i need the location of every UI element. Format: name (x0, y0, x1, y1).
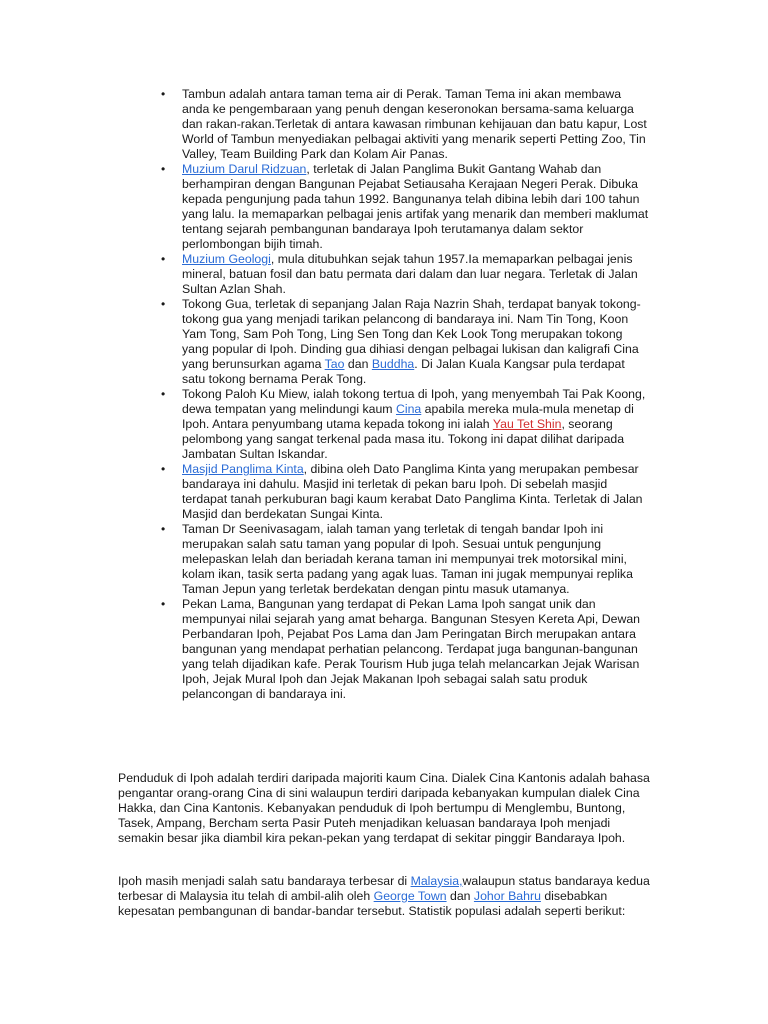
bullet-icon: • (161, 522, 166, 536)
item-text: Tokong Paloh Ku Miew, ialah tokong tertua di Ipoh, yang menyembah Tai Pak Koong, dewa tempatan yang melindungi kaum (182, 387, 646, 416)
item-text: apabila mereka mula-mula menetap di Ipoh. Antara penyumbang utama kepada tokong ini ialah (182, 402, 634, 431)
city-ranking-paragraph (118, 874, 650, 919)
item-text: Tambun adalah antara taman tema air di Perak. Taman Tema ini akan membawa anda ke pengembaraan yang penuh dengan keseronokan bersama-sama keluarga dan rakan-rakan.Terletak di antara kawasan rimbunan kehijauan dan batu kapur, Lost World of Tambun menyediakan pelbagai aktiviti yang menarik seperti Petting Zoo, Tin Valley, Team Building Park dan Kolam Air Panas. (182, 87, 647, 161)
item-text: dan (344, 357, 372, 371)
bullet-icon: • (161, 297, 166, 311)
list-item-tambun (160, 87, 650, 162)
list-item-tokong-gua (160, 297, 650, 387)
list-item-tokong-paloh (160, 387, 650, 462)
item-text: Taman Dr Seenivasagam, ialah taman yang terletak di tengah bandar Ipoh ini merupakan salah satu taman yang popular di Ipoh. Sesuai untuk pengunjung melepaskan lelah dan beriadah kerana taman ini mempunyai trek motorsikal mini, kolam ikan, tasik serta padang yang agak luas. Taman ini jugak mempunyai replika Taman Jepun yang terletak berdekatan dengan pintu masuk utamanya. (182, 522, 633, 596)
paragraph-text: dan (446, 889, 474, 903)
bullet-icon: • (161, 462, 166, 476)
item-text: , seorang pelombong yang sangat terkenal pada masa itu. Tokong ini dapat dilihat daripada Jambatan Sultan Iskandar. (182, 417, 625, 461)
population-paragraph: Penduduk di Ipoh adalah terdiri daripada majoriti kaum Cina. Dialek Cina Kantonis adalah bahasa pengantar orang-orang Cina di sini walaupun terdiri daripada kebanyakan kumpulan dialek Cina Hakka, dan Cina Kantonis. Kebanyakan penduduk di Ipoh bertumpu di Menglembu, Buntong, Tasek, Ampang, Bercham serta Pasir Puteh menjadikan keluasan bandaraya Ipoh menjadi semakin besar jika diambil kira pekan-pekan yang terdapat di sekitar pinggir Bandaraya Ipoh. (118, 771, 650, 845)
link-george-town[interactable]: George Town (373, 889, 447, 903)
link-muzium-darul-ridzuan[interactable]: Muzium Darul Ridzuan (182, 162, 307, 176)
bullet-icon: • (161, 162, 166, 176)
item-text: , mula ditubuhkan sejak tahun 1957.Ia memaparkan pelbagai jenis mineral, batuan fosil dan batu permata dari dalam dan luar negara. Terletak di Jalan Sultan Azlan Shah. (182, 252, 638, 296)
link-yau-tet-shin[interactable]: Yau Tet Shin (492, 417, 562, 431)
item-text: Pekan Lama, Bangunan yang terdapat di Pekan Lama Ipoh sangat unik dan mempunyai nilai sejarah yang amat beharga. Bangunan Stesyen Kereta Api, Dewan Perbandaran Ipoh, Pejabat Pos Lama dan Jam Peringatan Birch merupakan antara bangunan yang mendapat perhatian pelancong. Terdapat juga bangunan-bangunan yang telah dijadikan kafe. Perak Tourism Hub juga telah melancarkan Jejak Warisan Ipoh, Jejak Mural Ipoh dan Jejak Makanan Ipoh sebagai salah satu produk pelancongan di bandaraya ini. (182, 597, 641, 701)
link-muzium-geologi[interactable]: Muzium Geologi (182, 252, 271, 266)
list-item-pekan-lama (160, 597, 650, 702)
link-malaysia[interactable]: Malaysia, (410, 874, 463, 888)
bullet-icon: • (161, 387, 166, 401)
list-item-masjid-panglima-kinta (160, 462, 650, 522)
link-johor-bahru[interactable]: Johor Bahru (473, 889, 541, 903)
link-buddha[interactable]: Buddha (371, 357, 415, 371)
attractions-list (160, 87, 650, 702)
link-masjid-panglima-kinta[interactable]: Masjid Panglima Kinta (182, 462, 304, 476)
paragraph-text: walaupun status bandaraya kedua terbesar di Malaysia itu telah di ambil-alih oleh (118, 874, 650, 903)
paragraph-text: disebabkan kepesatan pembangunan di bandar-bandar tersebut. Statistik populasi adalah seperti berikut: (118, 889, 626, 918)
item-text: , terletak di Jalan Panglima Bukit Gantang Wahab dan berhampiran dengan Bangunan Pejabat Setiausaha Kerajaan Negeri Perak. Dibuka kepada pengunjung pada tahun 1992. Bangunanya telah dibina lebih dari 100 tahun yang lalu. Ia memaparkan pelbagai jenis artifak yang menarik dan memberi maklumat tentang sejarah pembangunan bandaraya Ipoh terutamanya dalam sektor perlombongan bijih timah. (182, 162, 649, 251)
link-tao[interactable]: Tao (324, 357, 345, 371)
list-item-muzium-geologi (160, 252, 650, 297)
bullet-icon: • (161, 252, 166, 266)
bullet-icon: • (161, 87, 166, 101)
bullet-icon: • (161, 597, 166, 611)
item-text: Tokong Gua, terletak di sepanjang Jalan Raja Nazrin Shah, terdapat banyak tokong-tokong gua yang menjadi tarikan pelancong di bandaraya ini. Nam Tin Tong, Koon Yam Tong, Sam Poh Tong, Ling Sen Tong dan Kek Look Tong merupakan tokong yang popular di Ipoh. Dinding gua dihiasi dengan pelbagai lukisan dan kaligrafi Cina yang berunsurkan agama (182, 297, 641, 371)
list-item-muzium-darul-ridzuan (160, 162, 650, 252)
list-item-taman-seenivasagam (160, 522, 650, 597)
item-text: . Di Jalan Kuala Kangsar pula terdapat satu tokong bernama Perak Tong. (182, 357, 625, 386)
paragraph-text: Ipoh masih menjadi salah satu bandaraya terbesar di (118, 874, 411, 888)
item-text: , dibina oleh Dato Panglima Kinta yang merupakan pembesar bandaraya ini dahulu. Masjid ini terletak di pekan baru Ipoh. Di sebelah masjid terdapat tanah perkuburan bagi kaum kerabat Dato Panglima Kinta. Terletak di Jalan Masjid dan berdekatan Sungai Kinta. (182, 462, 643, 521)
link-cina[interactable]: Cina (395, 402, 422, 416)
